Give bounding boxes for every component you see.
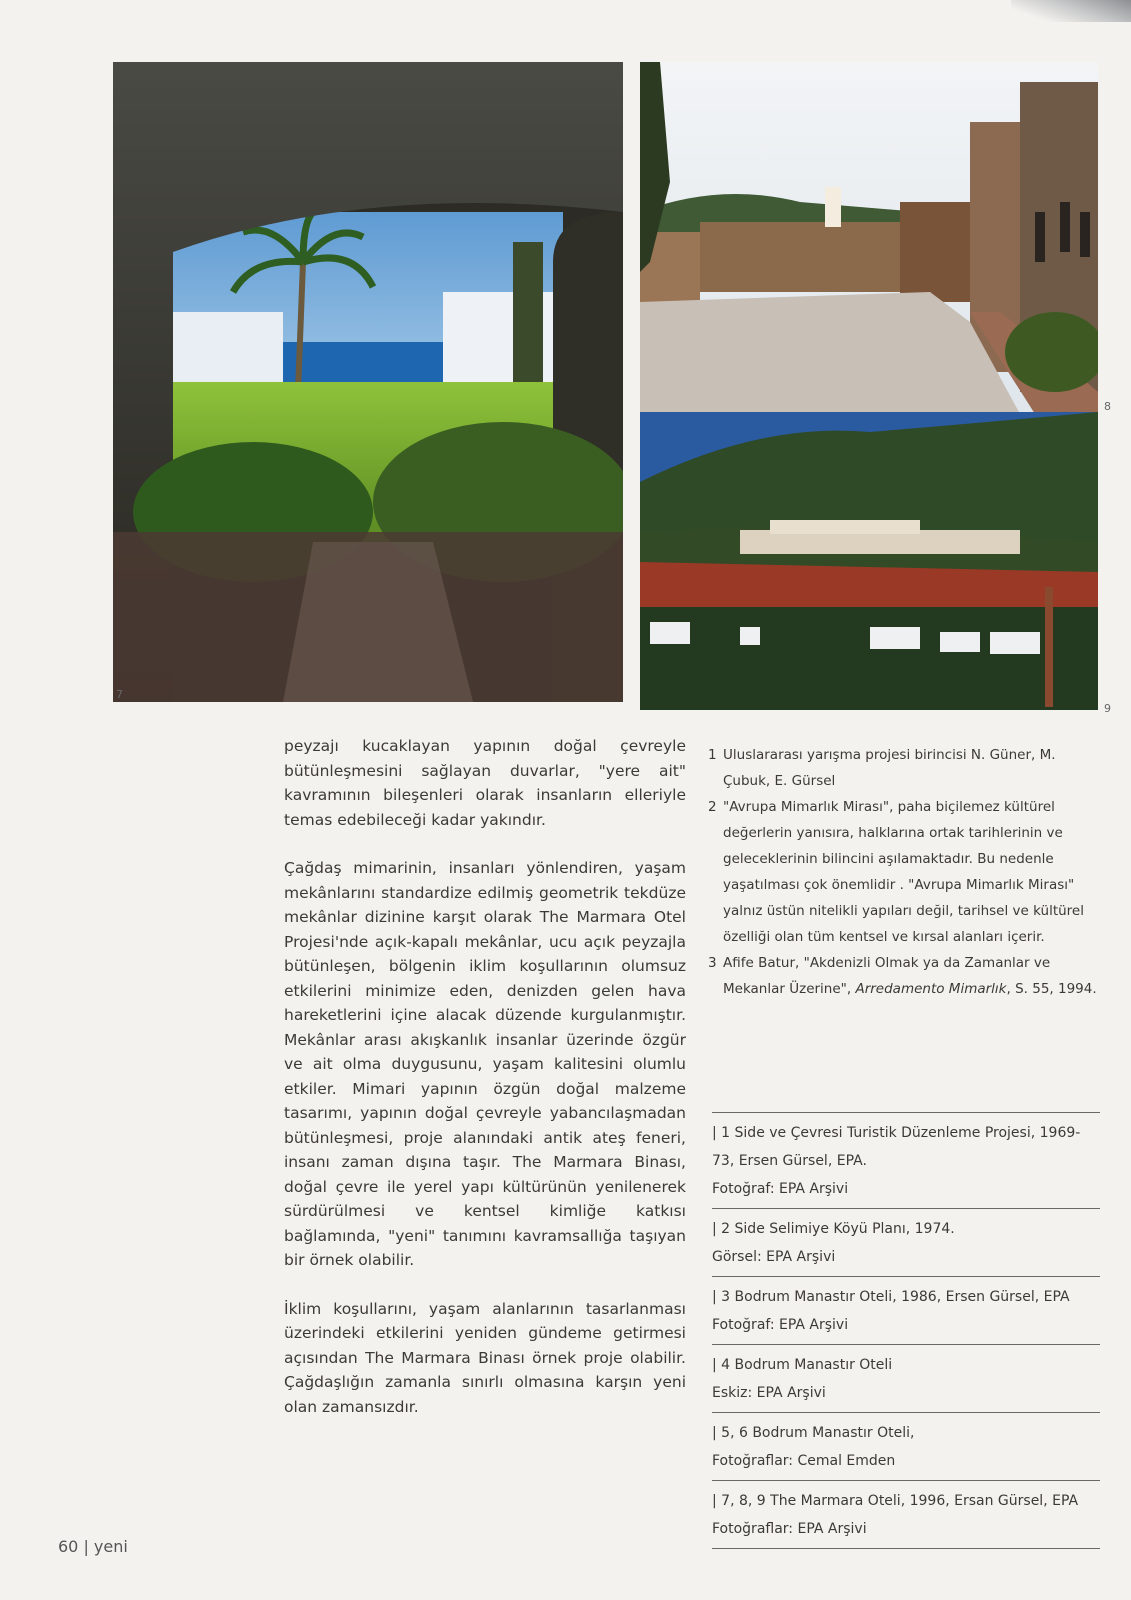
endnote-text-part: , S. 55, 1994. bbox=[1006, 981, 1097, 997]
caption-title: | 7, 8, 9 The Marmara Oteli, 1996, Ersan Gürsel, EPA bbox=[712, 1493, 1079, 1509]
caption-credit: Fotoğraf: EPA Arşivi bbox=[712, 1317, 849, 1333]
caption-credit: Fotoğraflar: EPA Arşivi bbox=[712, 1521, 867, 1537]
endnote-text: "Avrupa Mimarlık Mirası", paha biçilemez kültürel değerlerin yanısıra, halklarına ortak tarihlerinin ve geleceklerinin bilincini aşılamaktadır. Bu nedenle yaşatılması çok önemlidir . "Avrupa Mimarlık Mirası" yalnız üstün nitelikli yapıları değil, tarihsel ve kültürel özelliği olan tüm kentsel ve kırsal alanları içerir. bbox=[723, 799, 1084, 945]
endnote-text-part: Afife Batur, "Akdenizli Olmak ya da Zamanlar ve Mekanlar Üzerine", bbox=[723, 955, 1051, 997]
endnote-number: 1 bbox=[708, 747, 717, 763]
endnotes bbox=[708, 742, 1100, 1002]
figure-number-8: 8 bbox=[1104, 400, 1111, 413]
endnote-2 bbox=[708, 794, 1100, 950]
figure-captions bbox=[712, 1112, 1100, 1549]
endnote-journal-title: Arredamento Mimarlık bbox=[855, 981, 1007, 997]
body-text-column bbox=[284, 734, 686, 1443]
endnote-3 bbox=[708, 950, 1100, 1002]
caption-item bbox=[712, 1344, 1100, 1412]
body-paragraph-3: İklim koşullarını, yaşam alanlarının tasarlanması üzerindeki etkilerini yeniden gündeme getirmesi açısından The Marmara Binası örnek proje olabilir. Çağdaşlığın zamanla sınırlı olmasına karşın yeni olan zamansızdır. bbox=[284, 1299, 686, 1416]
caption-credit: Eskiz: EPA Arşivi bbox=[712, 1385, 826, 1401]
caption-item bbox=[712, 1112, 1100, 1208]
endnote-number: 3 bbox=[708, 955, 717, 971]
caption-credit: Fotoğraf: EPA Arşivi bbox=[712, 1181, 849, 1197]
body-paragraph-2: Çağdaş mimarinin, insanları yönlendiren, yaşam mekânlarını standardize edilmiş geometrik tekdüze mekânlar dizinine karşıt olarak The Marmara Otel Projesi'nde açık-kapalı mekânlar, ucu açık peyzajla bütünleşen, bölgenin iklim koşullarının olumsuz etkilerini minimize eden, denizden gelen hava hareketlerini içine alacak düzende kurgulanmıştır. Mekânlar arası akışkanlık insanlar üzerinde özgür ve ait olma duygusunu, yaşam kalitesini olumlu etkiler. Mimari yapının özgün doğal malzeme tasarımı, yapının doğal çevreyle yabancılaşmadan bütünleşmesi, proje alanındaki antik ateş feneri, insanı zaman dışına taşır. The Marmara Binası, doğal çevre ile yerel yapı kültürünün yenilenerek sürdürülmesi ve kentsel kimliğe katkısı bağlamında, "yeni" tanımını kavramsallığa taşıyan bir örnek olabilir. bbox=[284, 859, 686, 1269]
caption-credit: Görsel: EPA Arşivi bbox=[712, 1249, 836, 1265]
caption-title: | 5, 6 Bodrum Manastır Oteli, bbox=[712, 1425, 915, 1441]
endnote-text: Uluslararası yarışma projesi birincisi N. Güner, M. Çubuk, E. Gürsel bbox=[723, 747, 1056, 789]
caption-title: | 2 Side Selimiye Köyü Planı, 1974. bbox=[712, 1221, 955, 1237]
endnote-1 bbox=[708, 742, 1100, 794]
caption-credit: Fotoğraflar: Cemal Emden bbox=[712, 1453, 896, 1469]
caption-item bbox=[712, 1276, 1100, 1344]
caption-title: | 1 Side ve Çevresi Turistik Düzenleme Projesi, 1969-73, Ersen Gürsel, EPA. bbox=[712, 1125, 1081, 1169]
figure-number-7: 7 bbox=[116, 688, 123, 701]
page-corner-shadow bbox=[1011, 0, 1131, 22]
figure-number-9: 9 bbox=[1104, 702, 1111, 715]
caption-item bbox=[712, 1208, 1100, 1276]
page-folio: 60 | yeni bbox=[58, 1537, 128, 1556]
photo-7-arch-garden bbox=[113, 62, 623, 702]
endnote-text bbox=[723, 950, 1100, 1002]
photo-9-hillside-hotel bbox=[640, 412, 1098, 710]
body-paragraph-1: peyzajı kucaklayan yapının doğal çevreyle bütünleşmesini sağlayan duvarlar, "yere ait" kavramının bileşenleri olarak insanların elleriyle temas edebileceği kadar yakındır. bbox=[284, 737, 686, 829]
caption-item bbox=[712, 1412, 1100, 1480]
caption-item bbox=[712, 1480, 1100, 1549]
endnote-number: 2 bbox=[708, 799, 717, 815]
photo-8-stone-courtyard bbox=[640, 62, 1098, 414]
caption-title: | 3 Bodrum Manastır Oteli, 1986, Ersen Gürsel, EPA bbox=[712, 1289, 1070, 1305]
caption-title: | 4 Bodrum Manastır Oteli bbox=[712, 1357, 893, 1373]
